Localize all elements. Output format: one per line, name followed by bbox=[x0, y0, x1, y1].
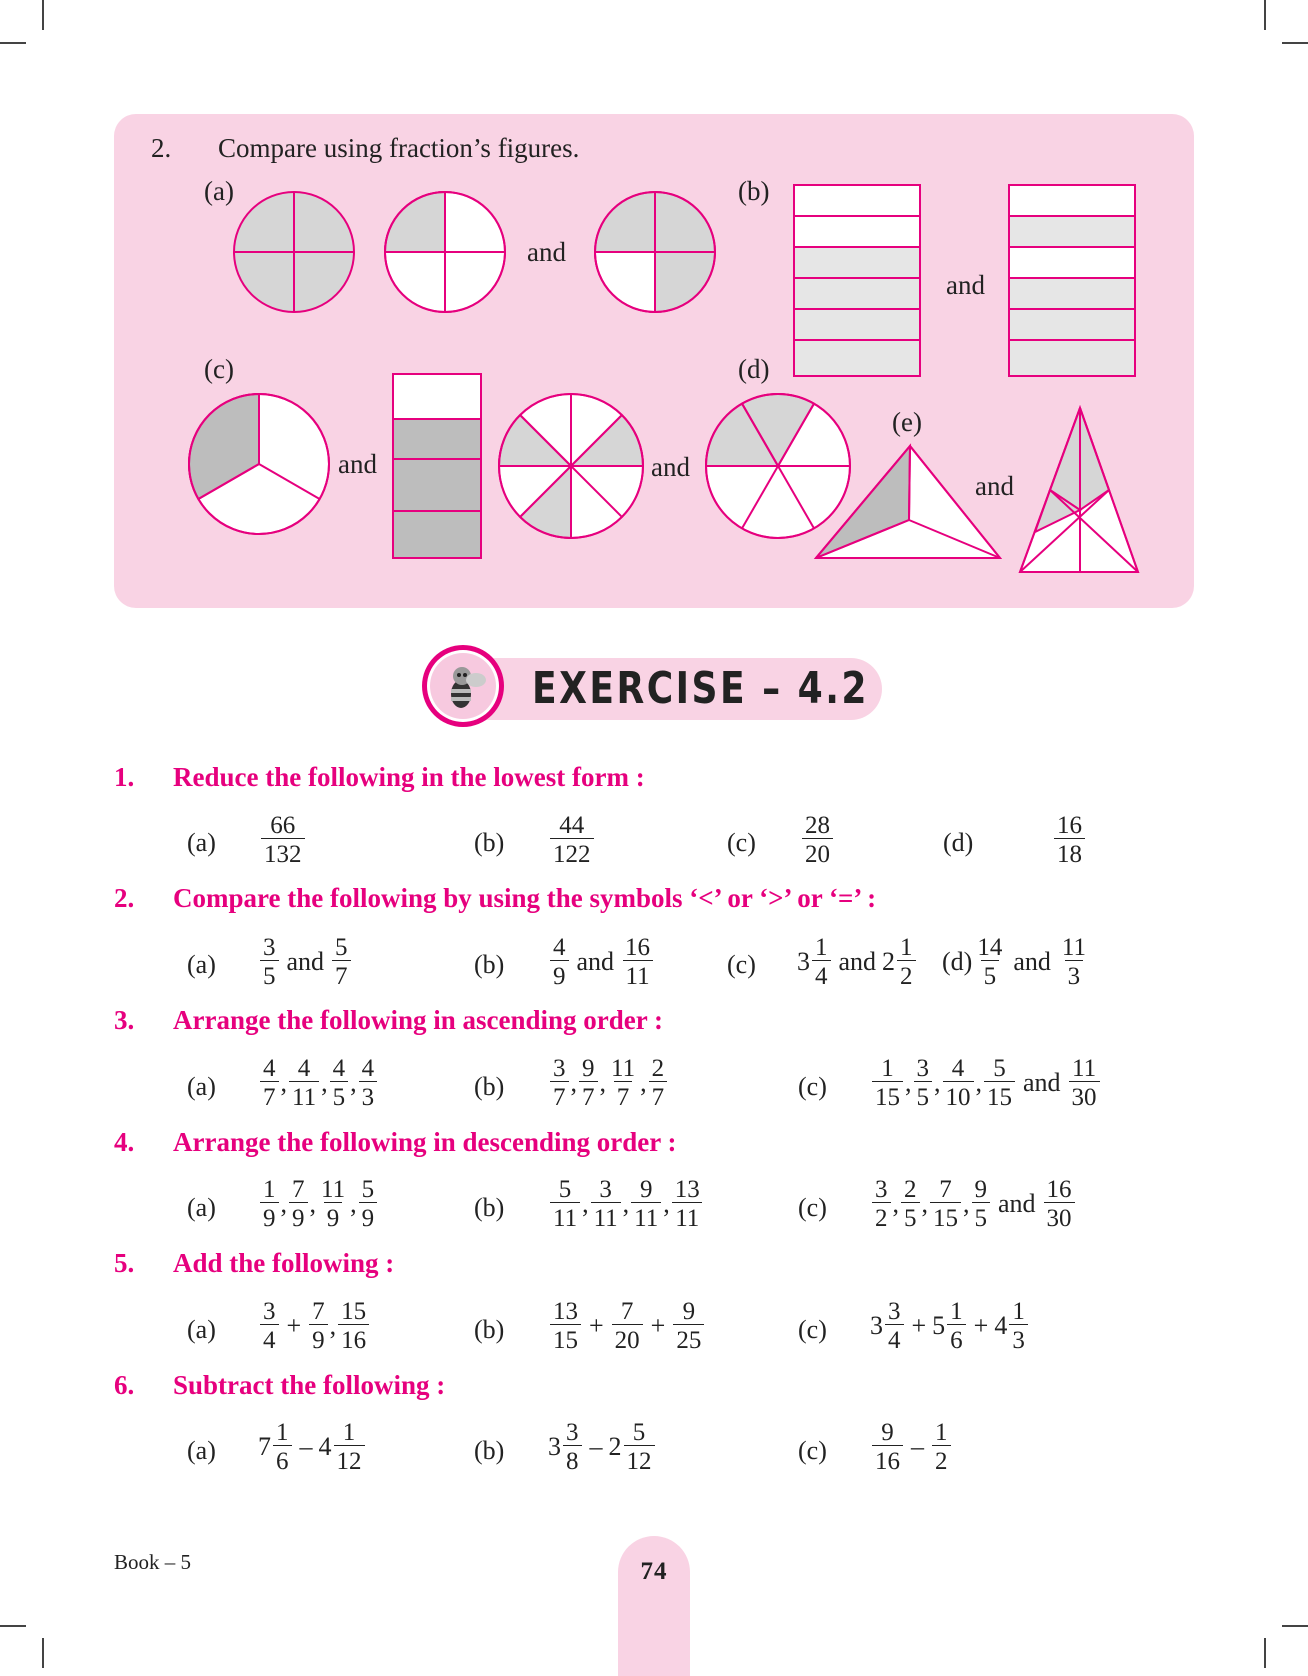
q2-a-expression: 3 5 and 5 7 bbox=[258, 935, 353, 989]
q4-number: 4. bbox=[114, 1127, 135, 1157]
box-instruction: Compare using fraction’s figures. bbox=[218, 133, 580, 163]
q1-b-label: (b) bbox=[474, 828, 505, 857]
page-number-tab bbox=[618, 1536, 690, 1676]
q5-b-label: (b) bbox=[474, 1315, 505, 1344]
q6-b-label: (b) bbox=[474, 1436, 505, 1465]
q4-a-label: (a) bbox=[187, 1193, 216, 1222]
q1-a-label: (a) bbox=[187, 828, 216, 857]
crop-mark bbox=[0, 1625, 26, 1627]
crop-mark bbox=[42, 1638, 44, 1668]
label-d: (d) bbox=[738, 354, 770, 384]
box-question-number: 2. bbox=[151, 133, 172, 163]
q3-c-list: 1 15 , 3 5 , 4 10 , 5 15 and 11 30 bbox=[870, 1056, 1102, 1110]
q6-c-expression: 9 16 – 1 2 bbox=[870, 1420, 953, 1474]
q4-c-label: (c) bbox=[798, 1193, 827, 1222]
bee-mascot-icon bbox=[421, 644, 505, 728]
q6-text: Subtract the following : bbox=[173, 1370, 446, 1400]
q6-number: 6. bbox=[114, 1370, 135, 1400]
q5-c-expression: 3 3 4 + 5 1 6 + 4 1 3 bbox=[870, 1299, 1030, 1353]
q3-b-list: 3 7 , 9 7 , 11 7 , 2 7 bbox=[548, 1056, 669, 1110]
circle-d1 bbox=[499, 394, 643, 538]
q6-a-expression: 7 1 6 – 4 1 12 bbox=[258, 1420, 367, 1474]
q1-d-label: (d) bbox=[943, 828, 974, 857]
q1-c-fraction: 28 20 bbox=[800, 813, 835, 867]
and-d: and bbox=[651, 452, 690, 482]
q3-text: Arrange the following in ascending order : bbox=[173, 1005, 663, 1035]
and-c: and bbox=[338, 449, 377, 479]
q1-c-label: (c) bbox=[727, 828, 756, 857]
q3-a-list: 4 7 , 4 11 , 4 5 , 4 3 bbox=[258, 1056, 379, 1110]
label-a: (a) bbox=[204, 176, 234, 206]
q5-number: 5. bbox=[114, 1248, 135, 1278]
triangle-e2 bbox=[1020, 408, 1138, 572]
q2-b-expression: 4 9 and 16 11 bbox=[548, 935, 655, 989]
rect-c bbox=[393, 374, 481, 558]
exercise-title: EXERCISE – 4.2 bbox=[532, 663, 869, 714]
q6-c-label: (c) bbox=[798, 1436, 827, 1465]
q2-c-expression: 3 1 4 and 2 1 2 bbox=[797, 935, 918, 989]
q3-c-label: (c) bbox=[798, 1072, 827, 1101]
crop-mark bbox=[1282, 1625, 1308, 1627]
q1-number: 1. bbox=[114, 762, 135, 792]
q5-c-label: (c) bbox=[798, 1315, 827, 1344]
circle-a3 bbox=[595, 192, 715, 312]
crop-mark bbox=[1264, 1638, 1266, 1668]
label-e: (e) bbox=[892, 407, 922, 437]
label-b: (b) bbox=[738, 176, 770, 206]
q2-c-label: (c) bbox=[727, 950, 756, 979]
and-e: and bbox=[975, 471, 1014, 501]
q6-b-expression: 3 3 8 – 2 5 12 bbox=[548, 1420, 657, 1474]
q1-a-fraction: 66 132 bbox=[259, 813, 307, 867]
and-b: and bbox=[946, 270, 985, 300]
rect-b1 bbox=[794, 185, 920, 376]
q5-a-label: (a) bbox=[187, 1315, 216, 1344]
q2-number: 2. bbox=[114, 883, 135, 913]
q5-b-expression: 13 15 + $\frac{7}{20}$ + $\frac{9}{25}$ bbox=[548, 1299, 706, 1353]
q2-text: Compare the following by using the symbols ‘<’ or ‘>’ or ‘=’ : bbox=[173, 883, 877, 913]
circle-a1 bbox=[234, 192, 354, 312]
q3-number: 3. bbox=[114, 1005, 135, 1035]
q4-c-list: 3 2 , 2 5 , 7 15 , 9 5 and 16 30 bbox=[870, 1177, 1077, 1231]
q3-a-label: (a) bbox=[187, 1072, 216, 1101]
q2-a-label: (a) bbox=[187, 950, 216, 979]
q2-d-expression: (d) 14 5 and 11 3 bbox=[942, 934, 1086, 990]
fraction-figures bbox=[0, 0, 1308, 620]
circle-d2 bbox=[706, 394, 850, 538]
q6-a-label: (a) bbox=[187, 1436, 216, 1465]
q5-a-expression: 3 4 + $\frac{7}{9}$ , 15 16 bbox=[258, 1299, 371, 1353]
q1-d-fraction: 16 18 bbox=[1052, 813, 1087, 867]
q4-a-list: 1 9 , 7 9 , 11 9 , 5 9 bbox=[258, 1177, 379, 1231]
page-number: 74 bbox=[640, 1558, 668, 1585]
rect-b2 bbox=[1009, 185, 1135, 376]
q4-text: Arrange the following in descending order : bbox=[173, 1127, 677, 1157]
q4-b-label: (b) bbox=[474, 1193, 505, 1222]
circle-a2 bbox=[385, 192, 505, 312]
circle-c bbox=[189, 394, 329, 534]
q1-b-fraction: 44 122 bbox=[548, 813, 596, 867]
and-a: and bbox=[527, 237, 566, 267]
q1-text: Reduce the following in the lowest form : bbox=[173, 762, 645, 792]
q2-b-label: (b) bbox=[474, 950, 505, 979]
q4-b-list: 5 11 , 3 11 , 9 11 , 13 11 bbox=[548, 1177, 705, 1231]
q3-b-label: (b) bbox=[474, 1072, 505, 1101]
q5-text: Add the following : bbox=[173, 1248, 395, 1278]
label-c: (c) bbox=[204, 354, 234, 384]
book-label: Book – 5 bbox=[114, 1550, 192, 1574]
